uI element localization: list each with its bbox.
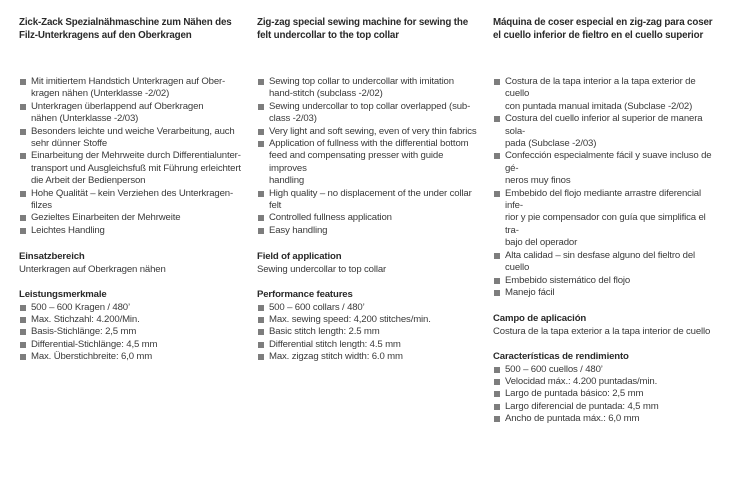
performance-heading: Leistungsmerkmale [19,289,107,301]
feature-item: Leichtes Handling [19,225,241,237]
feature-item: Easy handling [257,225,479,237]
column-spanish [493,16,715,426]
feature-item: Very light and soft sewing, even of very thin fabrics [257,126,479,138]
performance-item: Max. Stichzahl: 4.200/Min. [19,314,241,326]
feature-item: Costura de la tapa interior a la tapa exterior de cuello con puntada manual imitada (Subclase -2/02) [493,76,715,113]
column-title: Máquina de coser especial en zig-zag para coser el cuello inferior de fieltro en el cuello superior [493,17,713,41]
performance-item: 500 – 600 Kragen / 480’ [19,302,241,314]
performance-item: Largo de puntada básico: 2,5 mm [493,388,715,400]
performance-item: 500 – 600 collars / 480’ [257,302,479,314]
feature-item: Mit imitiertem Handstich Unterkragen auf Ober- kragen nähen (Unterklasse -2/02) [19,76,241,101]
feature-item: Manejo fácil [493,287,715,299]
feature-item: Besonders leichte und weiche Verarbeitung, auch sehr dünner Stoffe [19,126,241,151]
performance-item: Max. sewing speed: 4,200 stitches/min. [257,314,479,326]
feature-item: Embebido del flojo mediante arrastre diferencial infe- rior y pie compensador con guía que simplifica el tra- bajo del operador [493,188,715,250]
performance-heading: Características de rendimiento [493,351,629,363]
feature-item: Embebido sistemático del flojo [493,275,715,287]
column-english [257,16,479,364]
feature-item: Controlled fullness application [257,212,479,224]
performance-item: Max. Überstichbreite: 6,0 mm [19,351,241,363]
feature-list [19,76,241,237]
performance-item: Largo diferencial de puntada: 4,5 mm [493,401,715,413]
performance-item: Basis-Stichlänge: 2,5 mm [19,326,241,338]
feature-list [257,76,479,237]
application-heading: Field of application [257,251,342,263]
application-heading: Einsatzbereich [19,251,85,263]
feature-item: Application of fullness with the differential bottom feed and compensating presser with guide improves handling [257,138,479,188]
feature-item: Gezieltes Einarbeiten der Mehrweite [19,212,241,224]
application-text: Costura de la tapa exterior a la tapa interior de cuello [493,325,711,337]
performance-item: Differential-Stichlänge: 4,5 mm [19,339,241,351]
feature-item: Hohe Qualität – kein Verziehen des Unterkragen- filzes [19,188,241,213]
performance-item: Basic stitch length: 2.5 mm [257,326,479,338]
performance-list [19,302,241,364]
feature-list [493,76,715,299]
feature-item: Alta calidad – sin desfase alguno del fieltro del cuello [493,250,715,275]
performance-item: Differential stitch length: 4.5 mm [257,339,479,351]
application-text: Sewing undercollar to top collar [257,263,387,275]
feature-item: Einarbeitung der Mehrweite durch Differentialunter- transport und Ausgleichsfuß mit Führung erleichtert die Arbeit der Bedienperson [19,150,241,187]
column-german [19,16,241,364]
feature-item: Sewing top collar to undercollar with imitation hand-stitch (subclass -2/02) [257,76,479,101]
feature-item: High quality – no displacement of the under collar felt [257,188,479,213]
feature-item: Confección especialmente fácil y suave incluso de gé- neros muy finos [493,150,715,187]
column-title: Zig-zag special sewing machine for sewing the felt undercollar to the top collar [257,17,469,41]
feature-item: Sewing undercollar to top collar overlapped (sub- class -2/03) [257,101,479,126]
column-title: Zick-Zack Spezialnähmaschine zum Nähen des Filz-Unterkragens auf den Oberkragen [19,17,232,41]
feature-item: Costura del cuello inferior al superior de manera sola- pada (Subclase -2/03) [493,113,715,150]
performance-item: Velocidad máx.: 4.200 puntadas/min. [493,376,715,388]
performance-heading: Performance features [257,289,353,301]
performance-item: Ancho de puntada máx.: 6,0 mm [493,413,715,425]
performance-item: Max. zigzag stitch width: 6.0 mm [257,351,479,363]
feature-item: Unterkragen überlappend auf Oberkragen nähen (Unterklasse -2/03) [19,101,241,126]
performance-list [493,364,715,426]
performance-item: 500 – 600 cuellos / 480’ [493,364,715,376]
application-heading: Campo de aplicación [493,313,587,325]
application-text: Unterkragen auf Oberkragen nähen [19,263,166,275]
performance-list [257,302,479,364]
